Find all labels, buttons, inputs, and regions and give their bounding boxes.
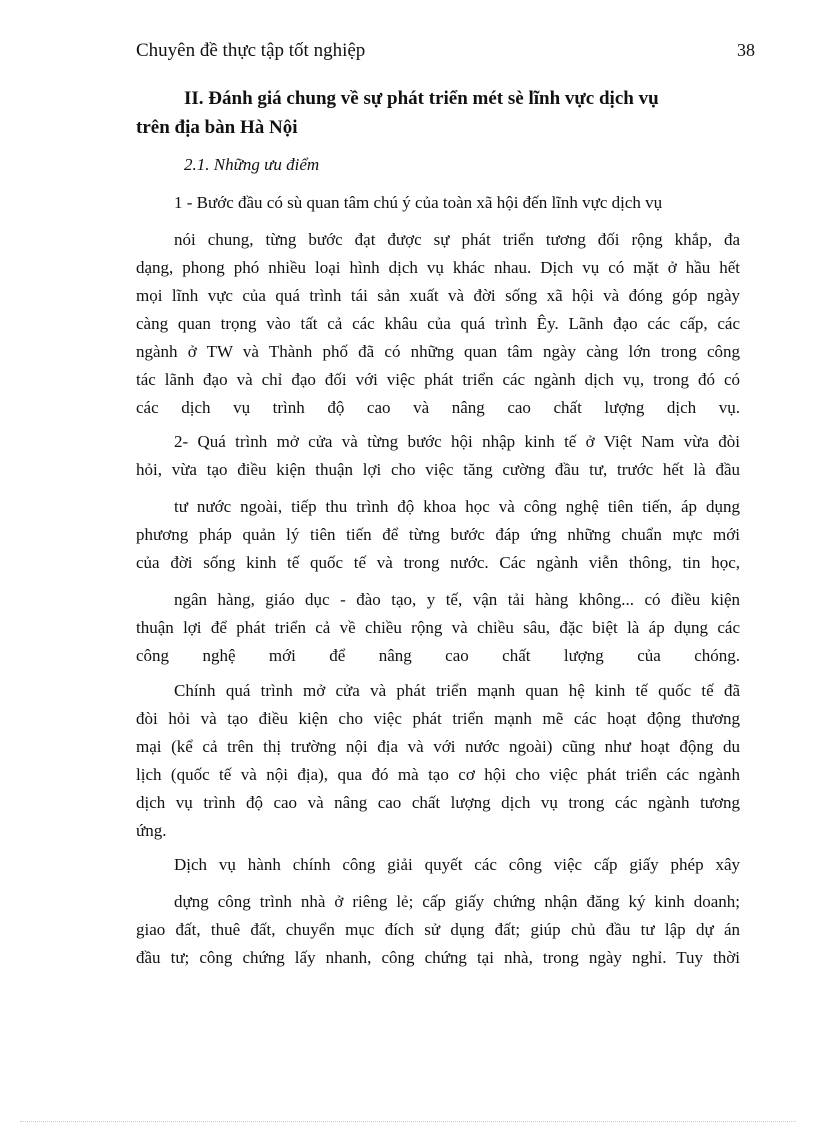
text-line: 1 - Bước đầu có sù quan tâm chú ý của toàn xã hội đến lĩnh vực dịch vụ [174,193,663,212]
text-line: càng quan trọng vào tất cả các khâu của quá trình Êy. Lãnh đạo các cấp, các [136,314,740,333]
text-line: mọi lĩnh vực của quá trình tái sản xuất và đời sống xã hội và đóng góp ngày [136,286,740,305]
subheading: 2.1. Những ưu điểm [184,155,320,174]
section-title-line-1: II. Đánh giá chung về sự phát triển mét sè lĩnh vực dịch vụ [184,88,659,109]
text-line: tác lãnh đạo và chỉ đạo đối với việc phát triển các ngành dịch vụ, trong đó có [136,370,740,389]
text-line: của đời sống kinh tế quốc tế và trong nước. Các ngành viễn thông, tin học, [136,553,740,572]
text-line: công nghệ mới để nâng cao chất lượng của chóng. [136,646,740,665]
document-title: Chuyên đề thực tập tốt nghiệp [136,40,366,61]
page-bottom-rule [20,1121,796,1122]
text-line: các dịch vụ trình độ cao và nâng cao chất lượng dịch vụ. [136,398,740,417]
text-line: lịch (quốc tế và nội địa), qua đó mà tạo cơ hội cho việc phát triển các ngành [136,765,740,784]
text-line: dựng công trình nhà ở riêng lẻ; cấp giấy chứng nhận đăng ký kinh doanh; [174,892,740,911]
text-line: hỏi, vừa tạo điều kiện thuận lợi cho việc tăng cường đầu tư, trước hết là đầu [136,460,740,479]
section-title-line-2: trên địa bàn Hà Nội [136,117,298,138]
text-line: ứng. [136,821,167,840]
text-line: tư nước ngoài, tiếp thu trình độ khoa học và công nghệ tiên tiến, áp dụng [174,497,740,516]
text-line: giao đất, thuê đất, chuyển mục đích sử dụng đất; giúp chủ đầu tư lập dự án [136,920,740,939]
text-line: dịch vụ trình độ cao và nâng cao chất lượng dịch vụ trong các ngành tương [136,793,740,812]
text-line: nói chung, từng bước đạt được sự phát triển tương đối rộng khắp, đa [174,230,740,249]
text-line: Dịch vụ hành chính công giải quyết các công việc cấp giấy phép xây [174,855,740,874]
text-line: Chính quá trình mở cửa và phát triển mạnh quan hệ kinh tế quốc tế đã [174,681,740,700]
text-line: thuận lợi để phát triển cả về chiều rộng và chiều sâu, đặc biệt là áp dụng các [136,618,740,637]
section-title [136,84,740,142]
text-line: mại (kể cả trên thị trường nội địa và với nước ngoài) cũng như hoạt động du [136,737,740,756]
text-line: ngành ở TW và Thành phố đã có những quan tâm ngày càng lớn trong công [136,342,740,361]
text-line: phương pháp quản lý tiên tiến để từng bước đáp ứng những chuẩn mực mới [136,525,740,544]
page-number: 38 [737,40,755,60]
text-line: đầu tư; công chứng lấy nhanh, công chứng tại nhà, trong ngày nghỉ. Tuy thời [136,948,740,967]
text-line: đòi hỏi và tạo điều kiện cho việc phát triển mạnh mẽ các hoạt động thương [136,709,740,728]
text-line: 2- Quá trình mở cửa và từng bước hội nhập kinh tế ở Việt Nam vừa đòi [174,432,740,451]
text-line: dạng, phong phó nhiều loại hình dịch vụ khác nhau. Dịch vụ có mặt ở hầu hết [136,258,740,277]
text-line: ngân hàng, giáo dục - đào tạo, y tế, vận tải hàng không... có điều kiện [174,590,740,609]
